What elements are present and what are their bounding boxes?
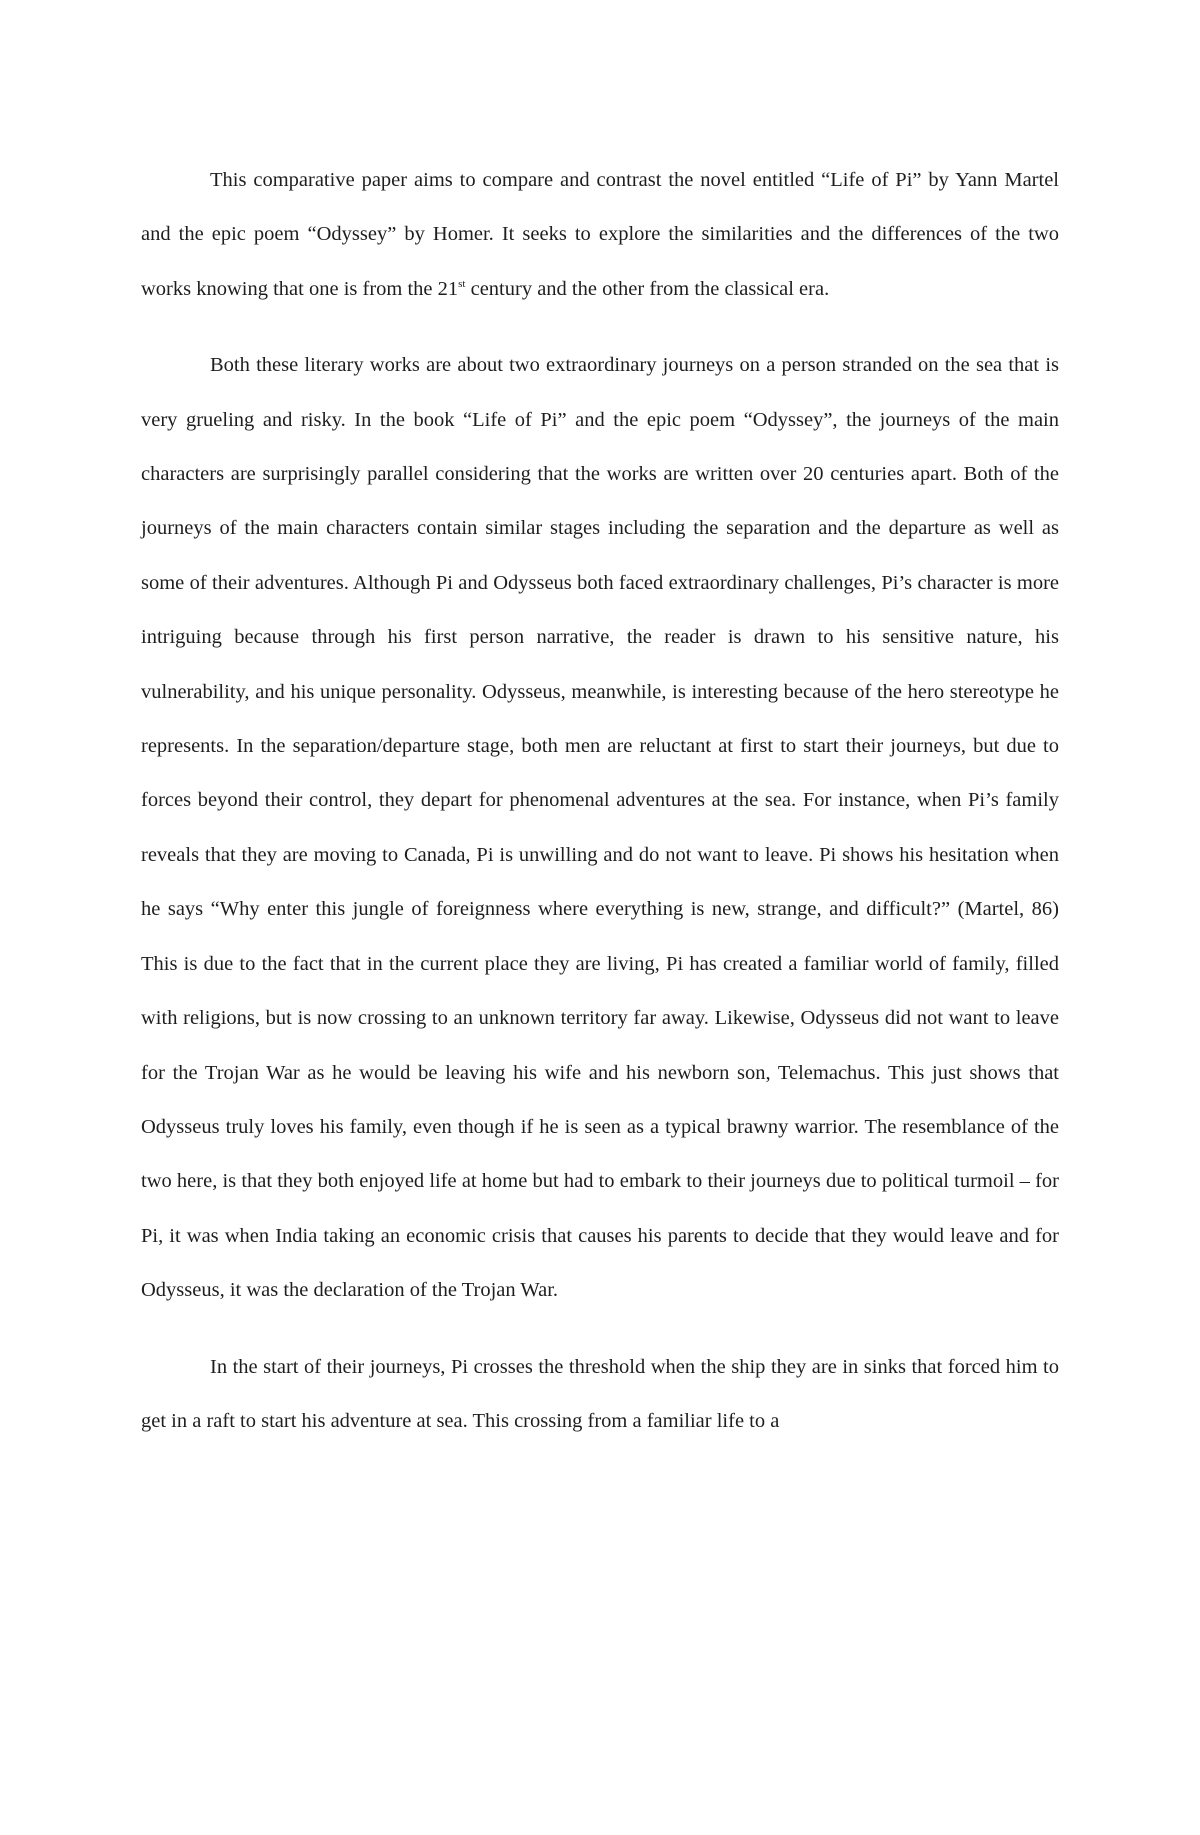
paragraph-journeys: Both these literary works are about two extraordinary journeys on a person stranded on the sea that is very grueling and risky. In the book “Life of Pi” and the epic poem “Odyssey”, the journeys of the main characters are surprisingly parallel considering that the works are written over 20 centuries apart. Both of the journeys of the main characters contain similar stages including the separation and the departure as well as some of their adventures. Although Pi and Odysseus both faced extraordinary challenges, Pi’s character is more intriguing because through his first person narrative, the reader is drawn to his sensitive nature, his vulnerability, and his unique personality. Odysseus, meanwhile, is interesting because of the hero stereotype he represents. In the separation/departure stage, both men are reluctant at first to start their journeys, but due to forces beyond their control, they depart for phenomenal adventures at the sea. For instance, when Pi’s family reveals that they are moving to Canada, Pi is unwilling and do not want to leave. Pi shows his hesitation when he says “Why enter this jungle of foreignness where everything is new, strange, and difficult?” (Martel, 86) This is due to the fact that in the current place they are living, Pi has created a familiar world of family, filled with religions, but is now crossing to an unknown territory far away. Likewise, Odysseus did not want to leave for the Trojan War as he would be leaving his wife and his newborn son, Telemachus. This just shows that Odysseus truly loves his family, even though if he is seen as a typical brawny warrior. The resemblance of the two here, is that they both enjoyed life at home but had to embark to their journeys due to political turmoil – for Pi, it was when India taking an economic crisis that causes his parents to decide that they would leave and for Odysseus, it was the declaration of the Trojan War. [141, 354, 1059, 1302]
paragraph-intro [141, 153, 1059, 316]
paragraph-intro-text-start: This comparative paper aims to compare and contrast the novel entitled “Life of Pi” by Yann Martel and the epic poem “Odyssey” by Homer. It seeks to explore the similarities and the differences of the two works knowing that one is from the 21 [141, 169, 1059, 300]
ordinal-superscript: st [458, 277, 466, 290]
paragraph-intro-text-end: century and the other from the classical era. [465, 277, 830, 300]
document-body [141, 153, 1059, 1448]
paragraph-threshold: In the start of their journeys, Pi crosses the threshold when the ship they are in sinks that forced him to get in a raft to start his adventure at sea. This crossing from a familiar life to a [141, 1355, 1059, 1432]
